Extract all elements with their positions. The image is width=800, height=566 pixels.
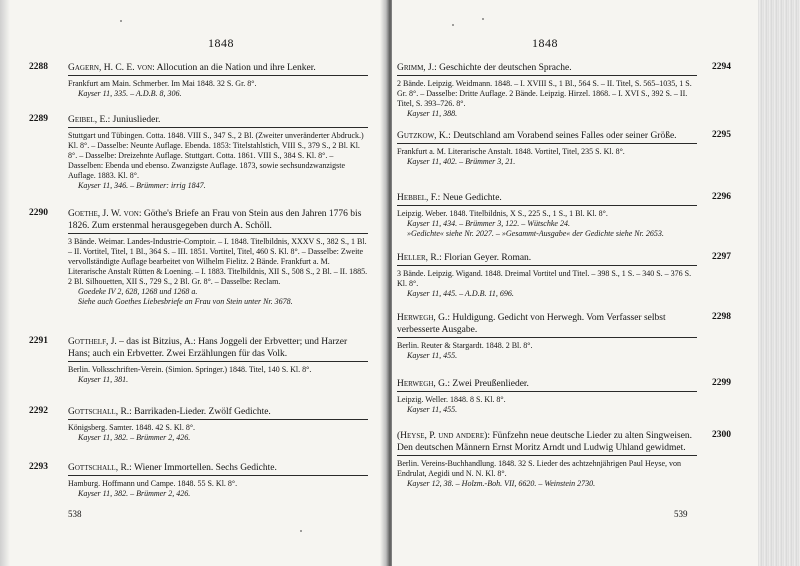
entry-number: 2292 bbox=[29, 406, 48, 416]
page-number: 539 bbox=[674, 509, 688, 519]
scan-speck bbox=[482, 18, 484, 20]
entry-reference: Kayser 11, 388. bbox=[407, 109, 458, 118]
left-page bbox=[0, 0, 388, 566]
entry-description: 3 Bände. Leipzig. Wigand. 1848. Dreimal Vortitel und Titel. – 398 S., 1 S. – 340 S. – 376 S. Kl. 8°. bbox=[397, 269, 692, 288]
entry-description: Leipzig. Weber. 1848. Titelbildnis, X S., 225 S., 1 S., 1 Bl. Kl. 8°. bbox=[397, 209, 608, 218]
entry-author: Geibel, E.: bbox=[68, 115, 111, 125]
entry-number: 2296 bbox=[712, 192, 731, 202]
entry-reference: Kayser 12, 38. – Holzm.-Boh. VII, 6620. – Weinstein 2730. bbox=[407, 479, 596, 488]
bibliography-entry bbox=[397, 252, 731, 299]
entry-number: 2290 bbox=[29, 208, 48, 218]
entry-heading bbox=[397, 312, 697, 338]
entry-author: Gagern, H. C. E. von: bbox=[68, 63, 155, 73]
bibliography-entry bbox=[29, 208, 368, 307]
bibliography-entry bbox=[29, 462, 368, 499]
entry-heading bbox=[397, 378, 697, 392]
bibliography-entry bbox=[397, 130, 731, 167]
entry-title: Zwei Preußenlieder. bbox=[450, 379, 529, 389]
entry-heading bbox=[68, 336, 368, 362]
bibliography-entry bbox=[29, 336, 368, 385]
entry-title: Wiener Immortellen. Sechs Gedichte. bbox=[131, 463, 277, 473]
bibliography-entry bbox=[397, 430, 731, 489]
entry-reference: Kayser 11, 382. – Brümmer 2, 426. bbox=[78, 433, 191, 442]
entry-description: Hamburg. Hoffmann und Campe. 1848. 55 S. Kl. 8°. bbox=[68, 479, 238, 488]
entry-number: 2291 bbox=[29, 336, 48, 346]
entry-number: 2289 bbox=[29, 114, 48, 124]
entry-description: 2 Bände. Leipzig. Weidmann. 1848. – I. XVIII S., 1 Bl., 564 S. – II. Titel, S. 565–1035, 1 S. Gr. 8°. – Dasselbe: Dritte Auflage. 2 Bände. Leipzig. Hirzel. 1868. – I. XVI S., 392 S. – II. Titel, S. 393–726. 8°. bbox=[397, 79, 692, 108]
entry-reference: Kayser 11, 346. – Brümmer: irrig 1847. bbox=[78, 181, 206, 190]
entry-description: Leipzig. Weller. 1848. 8 S. Kl. 8°. bbox=[397, 395, 506, 404]
entry-number: 2298 bbox=[712, 312, 731, 322]
page-number: 538 bbox=[68, 509, 82, 519]
entry-reference: Kayser 11, 445. – A.D.B. 11, 696. bbox=[407, 289, 514, 298]
entry-heading bbox=[397, 252, 697, 266]
entry-heading bbox=[397, 62, 697, 76]
entry-title: Allocution an die Nation und ihre Lenker. bbox=[154, 63, 316, 73]
entry-number: 2300 bbox=[712, 430, 731, 440]
entry-description: Stuttgart und Tübingen. Cotta. 1848. VIII S., 347 S., 2 Bl. (Zweiter unveränderter Abdruck.) Kl. 8°. – Dasselbe: Neunte Auflage. Ebenda. 1853: Titelstahlstich, VIII S., 379 S., 2 Bl. Kl. 8°. – Dasselbe: Dreizehnte Auflage. Stuttgart. Cotta. 1861. VIII S., 384 S. Kl. 8°. – Dasselben: Ebenda und ebenso. Zwanzigste Auflage. 1873, sowie sechsundzwanzigste Auflage. 1883. Kl. 8°. bbox=[68, 131, 364, 180]
entry-heading bbox=[68, 406, 368, 420]
entry-description: Königsberg. Samter. 1848. 42 S. Kl. 8°. bbox=[68, 423, 196, 432]
entry-title: Juniuslieder. bbox=[110, 115, 161, 125]
entry-author: Herwegh, G.: bbox=[397, 313, 451, 323]
entry-heading bbox=[68, 62, 368, 76]
entry-author: Grimm, J.: bbox=[397, 63, 437, 73]
bibliography-entry bbox=[397, 192, 731, 239]
entry-description: Berlin. Volksschriften-Verein. (Simion. Springer.) 1848. Titel, 140 S. Kl. 8°. bbox=[68, 365, 312, 374]
entry-number: 2295 bbox=[712, 130, 731, 140]
entry-author: (Heyse, P. und andere): bbox=[397, 431, 490, 441]
entry-reference: Kayser 11, 402. – Brümmer 3, 21. bbox=[407, 157, 516, 166]
entry-title: Geschichte der deutschen Sprache. bbox=[436, 63, 572, 73]
entry-reference: Kayser 11, 335. – A.D.B. 8, 306. bbox=[78, 89, 182, 98]
entry-author: Heller, R.: bbox=[397, 253, 442, 263]
entry-title: Deutschland am Vorabend seines Falles oder seiner Größe. bbox=[450, 131, 677, 141]
entry-author: Goethe, J. W. von: bbox=[68, 209, 142, 219]
entry-number: 2288 bbox=[29, 62, 48, 72]
entry-number: 2297 bbox=[712, 252, 731, 262]
entry-number: 2294 bbox=[712, 62, 731, 72]
entry-heading bbox=[68, 208, 368, 234]
entry-title: Fünfzehn neue deutsche Lieder zu alten Singweisen. Den deutschen Männern Ernst Moritz Arndt und Ludwig Uhland gewidmet. bbox=[397, 431, 693, 453]
entry-reference: Kayser 11, 455. bbox=[407, 405, 458, 414]
entry-reference: Siehe auch Goethes Liebesbriefe an Frau von Stein unter Nr. 3678. bbox=[78, 297, 293, 306]
entry-number: 2299 bbox=[712, 378, 731, 388]
entry-reference: »Gedichte« siehe Nr. 2027. – »Gesammt-Ausgabe« der Gedichte siehe Nr. 2653. bbox=[407, 229, 664, 238]
page-edge-shadow bbox=[0, 0, 10, 566]
entry-description: Frankfurt a. M. Literarische Anstalt. 1848. Vortitel, Titel, 235 S. Kl. 8°. bbox=[397, 147, 625, 156]
entry-heading bbox=[397, 430, 697, 456]
entry-description: Frankfurt am Main. Schmerber. Im Mai 1848. 32 S. Gr. 8°. bbox=[68, 79, 257, 88]
entry-title: Neue Gedichte. bbox=[440, 193, 502, 203]
entry-title: Huldigung. Gedicht von Herwegh. Vom Verfasser selbst verbesserte Ausgabe. bbox=[397, 313, 666, 335]
entry-heading bbox=[68, 462, 368, 476]
entry-reference: Kayser 11, 381. bbox=[78, 375, 129, 384]
scan-speck bbox=[452, 24, 454, 26]
entry-title: Barrikaden-Lieder. Zwölf Gedichte. bbox=[131, 407, 271, 417]
right-page bbox=[392, 0, 800, 566]
entry-reference: Kayser 11, 382. – Brümmer 2, 426. bbox=[78, 489, 191, 498]
bibliography-entry bbox=[29, 406, 368, 443]
bibliography-entry bbox=[29, 62, 368, 99]
entry-heading bbox=[68, 114, 368, 128]
entry-author: Gotthelf, J. bbox=[68, 337, 117, 347]
running-head-year: 1848 bbox=[532, 36, 558, 50]
entry-reference: Kayser 11, 455. bbox=[407, 351, 458, 360]
scan-speck bbox=[120, 20, 122, 22]
entry-reference: Kayser 11, 434. – Brümmer 3, 122. – Wütschke 24. bbox=[407, 219, 570, 228]
running-head-year: 1848 bbox=[208, 36, 234, 50]
entry-author: Herwegh, G.: bbox=[397, 379, 451, 389]
entry-title: – das ist Bitzius, A.: Hans Joggeli der Erbvetter; und Harzer Hans; auch ein Erbvetter. Zwei Erzählungen für das Volk. bbox=[68, 337, 348, 359]
bibliography-entry bbox=[397, 62, 731, 119]
entry-title: Göthe's Briefe an Frau von Stein aus den Jahren 1776 bis 1826. Zum erstenmal herausgegeben durch A. Schöll. bbox=[68, 209, 362, 231]
entry-author: Gutzkow, K.: bbox=[397, 131, 451, 141]
scan-speck bbox=[300, 530, 302, 532]
entry-author: Hebbel, F.: bbox=[397, 193, 441, 203]
bibliography-entry bbox=[29, 114, 368, 191]
entry-heading bbox=[397, 192, 697, 206]
entry-description: Berlin. Vereins-Buchhandlung. 1848. 32 S. Lieder des achtzehnjährigen Paul Heyse, von Endrulat, Aegidi und N. N. Kl. 8°. bbox=[397, 459, 682, 478]
entry-heading bbox=[397, 130, 697, 144]
entry-description: 3 Bände. Weimar. Landes-Industrie-Comptoir. – I. 1848. Titelbildnis, XXXV S., 382 S., 1 Bl. – II. Vortitel, Titel, 1 Bl., 364 S. – III. 1851. Vortitel, Titel, 460 S. Kl. 8°. – Dasselbe: Zweite vervollständigte Auflage bearbeitet von Wilhelm Fielitz. 2 Bände. Frankfurt a. M. Literarische Anstalt Rütten & Loening. – I. 1883. Titelbildnis, XII S., 508 S., 2 Bl. – II. 1885. 2 Bl. Silhouetten, XII S., 729 S., 2 Bl. Gr. 8°. – Dasselbe: Reclam. bbox=[68, 237, 368, 286]
page-edge-stack bbox=[758, 0, 800, 566]
bibliography-entry bbox=[397, 312, 731, 361]
bibliography-entry bbox=[397, 378, 731, 415]
entry-author: Gottschall, R.: bbox=[68, 407, 132, 417]
entry-description: Berlin. Reuter & Stargardt. 1848. 2 Bl. 8°. bbox=[397, 341, 533, 350]
entry-reference: Goedeke IV 2, 628, 1268 und 1268 a. bbox=[78, 287, 198, 296]
entry-title: Florian Geyer. Roman. bbox=[441, 253, 532, 263]
entry-author: Gottschall, R.: bbox=[68, 463, 132, 473]
entry-number: 2293 bbox=[29, 462, 48, 472]
